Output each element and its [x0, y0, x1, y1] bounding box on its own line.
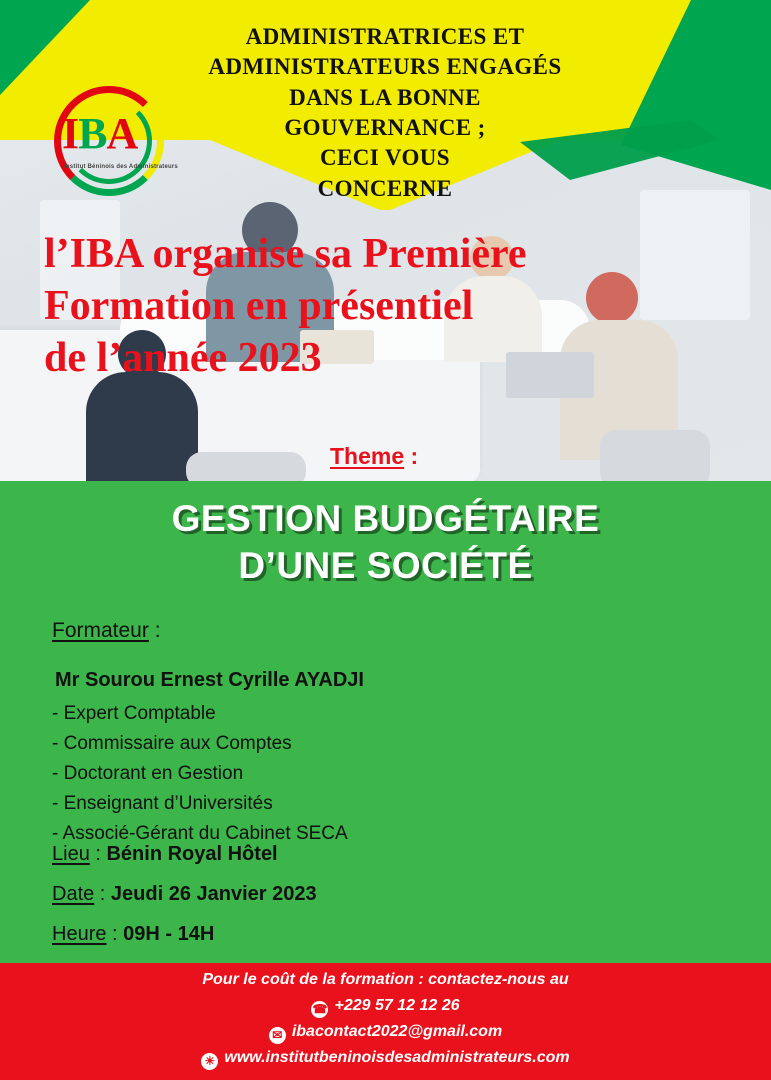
detail-lieu-separator: : [89, 843, 107, 865]
theme-label-colon: : [404, 443, 419, 469]
main-title-line-3: de l’année 2023 [44, 335, 322, 382]
detail-date-label: Date [52, 883, 95, 905]
footer-phone-text: +229 57 12 12 26 [334, 997, 460, 1014]
top-headline-line-4: GOUVERNANCE ; [284, 115, 486, 141]
formateur-label-text: Formateur [52, 619, 149, 642]
formateur-label [52, 619, 161, 643]
credential-item: - Enseignant d’Universités [52, 793, 273, 815]
main-title [44, 228, 684, 384]
theme-title [0, 495, 771, 590]
detail-lieu-label: Lieu [52, 843, 90, 865]
main-title-line-1: l’IBA organise sa Première [44, 231, 527, 277]
main-title-line-2: Formation en présentiel [44, 283, 474, 330]
top-headline-line-2: ADMINISTRATEURS ENGAGÉS [208, 54, 562, 80]
footer-email[interactable] [0, 1023, 771, 1044]
credential-item: - Associé-Gérant du Cabinet SECA [52, 823, 348, 845]
detail-date-value: Jeudi 26 Janvier 2023 [110, 883, 317, 905]
detail-date [52, 883, 317, 906]
top-headline [175, 22, 595, 204]
theme-title-line-1: GESTION BUDGÉTAIRE [171, 498, 600, 539]
credential-item: - Commissaire aux Comptes [52, 733, 292, 755]
detail-heure-label: Heure [52, 923, 107, 945]
theme-label-text: Theme [330, 443, 405, 469]
formateur-label-colon: : [148, 619, 161, 642]
top-headline-line-3: DANS LA BONNE [289, 84, 481, 110]
footer-intro: Pour le coût de la formation : contactez-nous au [202, 971, 569, 988]
footer [0, 963, 771, 1080]
phone-icon: ☎ [312, 1002, 328, 1016]
credential-item: - Expert Comptable [52, 703, 216, 724]
detail-lieu-value: Bénin Royal Hôtel [106, 843, 278, 865]
theme-label [330, 443, 418, 470]
footer-email-text: ibacontact2022@gmail.com [291, 1023, 503, 1040]
trainer-name: Mr Sourou Ernest Cyrille AYADJI [55, 669, 364, 691]
logo-letter-i: I [62, 109, 79, 158]
logo-letter-b: B [78, 109, 107, 158]
trainer-credentials [52, 699, 348, 849]
detail-heure-separator: : [106, 923, 124, 945]
mail-icon: ✉ [269, 1027, 286, 1044]
top-headline-line-6: CONCERNE [317, 175, 453, 201]
theme-title-line-2: D’UNE SOCIÉTÉ [238, 545, 533, 587]
footer-website[interactable] [0, 1049, 771, 1070]
logo-caption: Institut Béninois des Administrateurs [64, 164, 178, 170]
credential-item: - Doctorant en Gestion [52, 763, 244, 785]
detail-heure [52, 923, 214, 946]
detail-heure-value: 09H - 14H [123, 923, 215, 945]
logo-wordmark [62, 108, 137, 159]
decor-person [86, 372, 198, 488]
logo-letter-a: A [106, 109, 138, 158]
detail-date-separator: : [94, 883, 111, 905]
globe-icon: ☀ [201, 1053, 218, 1070]
footer-phone[interactable] [0, 997, 771, 1018]
footer-website-text: www.institutbeninoisdesadministrateurs.com [224, 1049, 570, 1066]
green-content-panel [0, 481, 771, 966]
top-headline-line-5: CECI VOUS [320, 145, 450, 171]
iba-logo [42, 78, 192, 188]
top-headline-line-1: ADMINISTRATRICES ET [245, 24, 525, 49]
decor-chair [600, 430, 710, 488]
detail-lieu [52, 843, 278, 866]
